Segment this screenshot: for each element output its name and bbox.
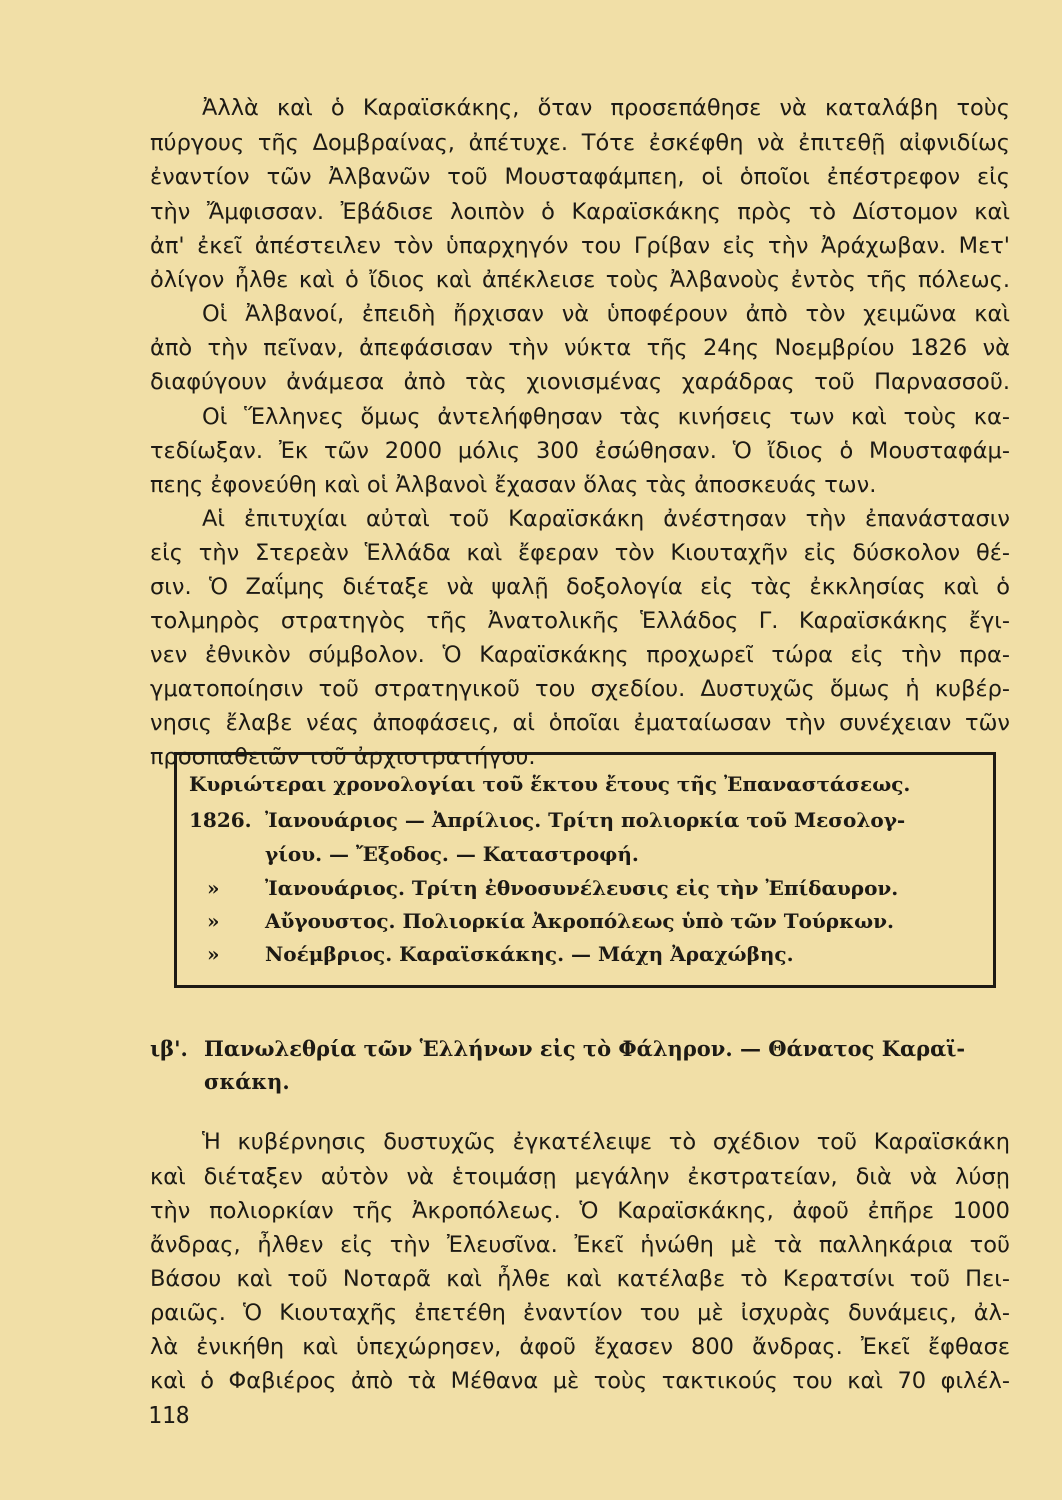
text-line: εἰς τὴν Στερεὰν Ἑλλάδα καὶ ἔφεραν τὸν Κιουταχῆν εἰς δύσκολον θέ-	[150, 540, 1010, 566]
text-line: προσπαθειῶν τοῦ ἀρχιστρατήγου.	[150, 744, 536, 770]
chronology-entry: Νοέμβριος. Καραϊσκάκης. — Μάχη Ἀραχώβης.	[265, 942, 794, 966]
text-line: σιν. Ὁ Ζαΐμης διέταξε νὰ ψαλῇ δοξολογία εἰς τὰς ἐκκλησίας καὶ ὁ	[150, 574, 1010, 600]
text-line: τεδίωξαν. Ἐκ τῶν 2000 μόλις 300 ἐσώθησαν. Ὁ ἴδιος ὁ Μουσταφάμ-	[150, 438, 1010, 464]
text-line: τολμηρὸς στρατηγὸς τῆς Ἀνατολικῆς Ἑλλάδος Γ. Καραϊσκάκης ἔγι-	[150, 608, 1010, 634]
text-line: ἄνδρας, ἦλθεν εἰς τὴν Ἐλευσῖνα. Ἐκεῖ ἡνώθη μὲ τὰ παλληκάρια τοῦ	[150, 1232, 1010, 1258]
section-number: ιβ'.	[150, 1036, 188, 1061]
section-title: σκάκη.	[204, 1069, 290, 1094]
chronology-year: 1826.	[189, 808, 252, 832]
text-line: Βάσου καὶ τοῦ Νοταρᾶ καὶ ἦλθε καὶ κατέλαβε τὸ Κερατσίνι τοῦ Πει-	[150, 1266, 1010, 1292]
text-line: ἀπ' ἐκεῖ ἀπέστειλεν τὸν ὑπαρχηγόν του Γρίβαν εἰς τὴν Ἀράχωβαν. Μετ'	[150, 233, 1010, 259]
text-line: Οἱ Ἀλβανοί, ἐπειδὴ ἤρχισαν νὰ ὑποφέρουν ἀπὸ τὸν χειμῶνα καὶ	[202, 301, 1010, 327]
text-line: καὶ διέταξεν αὐτὸν νὰ ἑτοιμάσῃ μεγάλην ἐκστρατείαν, διὰ νὰ λύσῃ	[150, 1164, 1010, 1190]
chronology-entry: Ἰανουάριος — Ἀπρίλιος. Τρίτη πολιορκία τοῦ Μεσολογ-	[265, 808, 906, 832]
text-line: πεης ἐφονεύθη καὶ οἱ Ἀλβανοὶ ἔχασαν ὅλας τὰς ἀποσκευάς των.	[150, 472, 877, 498]
chronology-entry: γίου. — Ἔξοδος. — Καταστροφή.	[265, 842, 639, 866]
text-line: πύργους τῆς Δομβραίνας, ἀπέτυχε. Τότε ἐσκέφθη νὰ ἐπιτεθῇ αἰφνιδίως	[150, 130, 1010, 156]
ditto-mark: »	[207, 876, 220, 900]
text-line: νεν ἐθνικὸν σύμβολον. Ὁ Καραϊσκάκης προχωρεῖ τώρα εἰς τὴν πρα-	[150, 642, 1010, 668]
text-line: λὰ ἐνικήθη καὶ ὑπεχώρησεν, ἀφοῦ ἔχασεν 800 ἄνδρας. Ἐκεῖ ἔφθασε	[150, 1334, 1010, 1360]
text-line: γματοποίησιν τοῦ στρατηγικοῦ του σχεδίου. Δυστυχῶς ὅμως ἡ κυβέρ-	[150, 676, 1010, 702]
chronology-title: Κυριώτεραι χρονολογίαι τοῦ ἕκτου ἔτους τῆς Ἐπαναστάσεως.	[189, 772, 911, 796]
text-line: ὀλίγον ἦλθε καὶ ὁ ἴδιος καὶ ἀπέκλεισε τοὺς Ἀλβανοὺς ἐντὸς τῆς πόλεως.	[150, 267, 1010, 293]
text-line: Αἱ ἐπιτυχίαι αὐταὶ τοῦ Καραϊσκάκη ἀνέστησαν τὴν ἐπανάστασιν	[202, 506, 1010, 532]
ditto-mark: »	[207, 909, 220, 933]
chronology-entry: Ἰανουάριος. Τρίτη ἐθνοσυνέλευσις εἰς τὴν Ἐπίδαυρον.	[265, 876, 899, 900]
chronology-entry: Αὔγουστος. Πολιορκία Ἀκροπόλεως ὑπὸ τῶν Τούρκων.	[265, 909, 894, 933]
text-line: τὴν πολιορκίαν τῆς Ἀκροπόλεως. Ὁ Καραϊσκάκης, ἀφοῦ ἐπῆρε 1000	[150, 1198, 1010, 1224]
text-line: Ἀλλὰ καὶ ὁ Καραϊσκάκης, ὅταν προσεπάθησε νὰ καταλάβη τοὺς	[202, 95, 1010, 121]
text-line: νησις ἔλαβε νέας ἀποφάσεις, αἱ ὁποῖαι ἐματαίωσαν τὴν συνέχειαν τῶν	[150, 710, 1010, 736]
chronology-box	[174, 752, 996, 988]
text-line: Οἱ Ἕλληνες ὅμως ἀντελήφθησαν τὰς κινήσεις των καὶ τοὺς κα-	[202, 404, 1010, 430]
text-line: ἀπὸ τὴν πεῖναν, ἀπεφάσισαν τὴν νύκτα τῆς 24ης Νοεμβρίου 1826 νὰ	[150, 335, 1010, 361]
page-number: 118	[148, 1403, 190, 1429]
text-line: ἐναντίον τῶν Ἀλβανῶν τοῦ Μουσταφάμπεη, οἱ ὁποῖοι ἐπέστρεφον εἰς	[150, 164, 1010, 190]
text-line: τὴν Ἄμφισσαν. Ἐβάδισε λοιπὸν ὁ Καραϊσκάκης πρὸς τὸ Δίστομον καὶ	[150, 199, 1010, 225]
text-line: Ἡ κυβέρνησις δυστυχῶς ἐγκατέλειψε τὸ σχέδιον τοῦ Καραϊσκάκη	[202, 1129, 1010, 1155]
text-line: ραιῶς. Ὁ Κιουταχῆς ἐπετέθη ἐναντίον του μὲ ἰσχυρὰς δυνάμεις, ἀλ-	[150, 1300, 1010, 1326]
section-title: Πανωλεθρία τῶν Ἑλλήνων εἰς τὸ Φάληρον. — Θάνατος Καραϊ-	[204, 1036, 966, 1061]
text-line: καὶ ὁ Φαβιέρος ἀπὸ τὰ Μέθανα μὲ τοὺς τακτικούς του καὶ 70 φιλέλ-	[150, 1368, 1010, 1394]
ditto-mark: »	[207, 942, 220, 966]
text-line: διαφύγουν ἀνάμεσα ἀπὸ τὰς χιονισμένας χαράδρας τοῦ Παρνασσοῦ.	[150, 369, 1010, 395]
